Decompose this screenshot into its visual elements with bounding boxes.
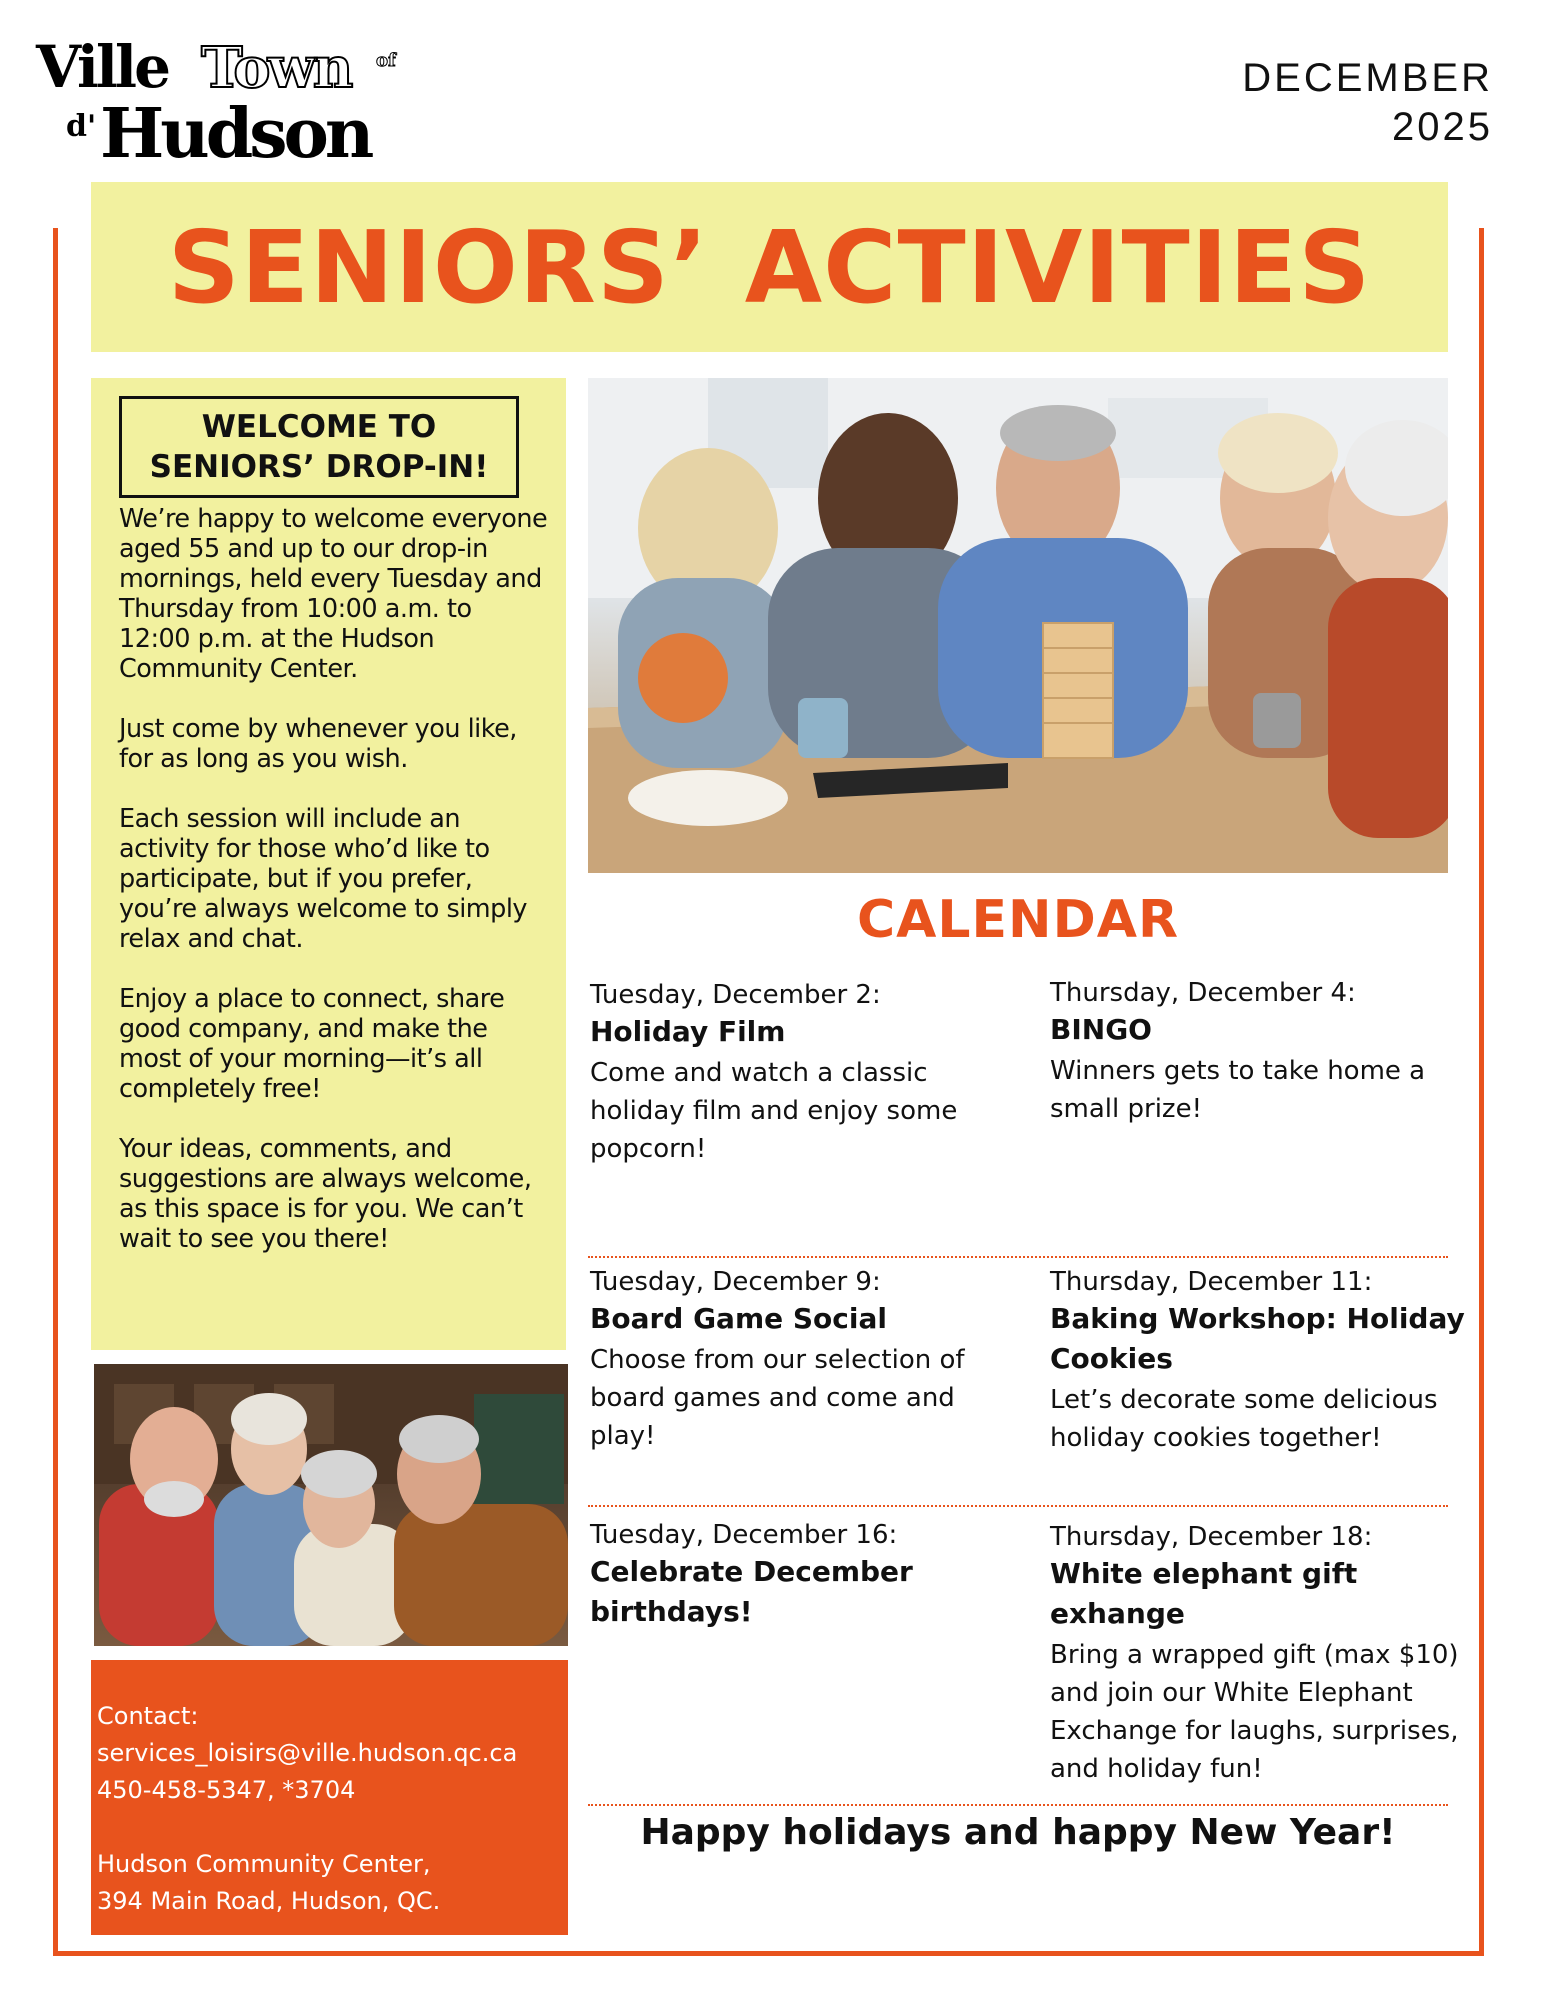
welcome-heading-line2: SENIORS’ DROP-IN! [149,449,489,485]
welcome-paragraph: We’re happy to welcome everyone aged 55 and up to our drop-in mornings, held every Tuesday and Thursday from 10:00 a.m. to 12:00 p.m. at the Hudson Community Center. [119,504,548,684]
calendar-divider [588,1804,1448,1806]
calendar-divider [588,1505,1448,1507]
logo-of: of [376,50,396,71]
event-description: Come and watch a classic holiday film and enjoy some popcorn! [590,1058,958,1164]
event-name: Baking Workshop: Holiday Cookies [1050,1302,1465,1375]
event-day: Thursday, December 4: [1050,978,1356,1008]
calendar-event [590,978,1000,1168]
seniors-group-illustration [94,1364,568,1646]
logo-town: Town [201,35,351,101]
calendar-divider [588,1256,1448,1258]
event-name: Holiday Film [590,1015,786,1048]
town-logo [36,33,406,174]
event-day: Thursday, December 11: [1050,1267,1373,1297]
logo-hudson: Hudson [100,94,371,174]
event-description: Choose from our selection of board games and come and play! [590,1345,965,1451]
contact-email[interactable]: services_loisirs@ville.hudson.qc.ca [97,1739,518,1767]
contact-label: Contact: [97,1702,199,1730]
seniors-game-photo [588,378,1448,873]
event-name: Board Game Social [590,1302,887,1335]
contact-place: Hudson Community Center, [97,1850,431,1878]
welcome-heading [119,396,519,498]
event-day: Thursday, December 18: [1050,1522,1373,1552]
event-description: Winners gets to take home a small prize! [1050,1056,1426,1124]
calendar-title: CALENDAR [856,890,1180,950]
issue-date [1242,54,1493,152]
issue-year: 2025 [1392,105,1493,149]
contact-panel [91,1660,568,1935]
welcome-paragraph: Just come by whenever you like, for as long as you wish. [119,714,517,774]
welcome-text [119,504,549,1284]
page-title: SENIORS’ ACTIVITIES [167,208,1372,326]
issue-month: DECEMBER [1242,56,1493,100]
seniors-game-illustration [588,378,1448,873]
welcome-paragraph: Enjoy a place to connect, share good company, and make the most of your morning—it’s all completely free! [119,984,505,1104]
calendar-event [1050,1265,1490,1457]
calendar-event [1050,976,1460,1128]
logo-ville: Ville [36,33,168,101]
event-day: Tuesday, December 2: [590,980,881,1010]
calendar-event [590,1265,1000,1455]
event-description: Let’s decorate some delicious holiday cookies together! [1050,1385,1438,1453]
event-description: Bring a wrapped gift (max $10) and join our White Elephant Exchange for laughs, surprises, and holiday fun! [1050,1640,1459,1784]
welcome-heading-line1: WELCOME TO [201,409,437,445]
welcome-paragraph: Each session will include an activity for those who’d like to participate, but if you prefer, you’re always welcome to simply relax and chat. [119,804,528,954]
seniors-group-photo [94,1364,568,1646]
calendar-event [1050,1520,1490,1788]
event-name: White elephant gift exhange [1050,1557,1358,1630]
contact-address: 394 Main Road, Hudson, QC. [97,1887,441,1915]
contact-spacer [97,1809,568,1846]
title-band [91,182,1448,352]
event-name: BINGO [1050,1013,1152,1046]
calendar-event [590,1518,1000,1632]
event-day: Tuesday, December 9: [590,1267,881,1297]
welcome-paragraph: Your ideas, comments, and suggestions are always welcome, as this space is for you. We can’t wait to see you there! [119,1134,532,1254]
event-name: Celebrate December birthdays! [590,1555,913,1628]
logo-d: d' [66,109,97,144]
welcome-panel [91,378,566,1350]
contact-phone[interactable]: 450-458-5347, *3704 [97,1776,356,1804]
holiday-message: Happy holidays and happy New Year! [640,1812,1396,1853]
event-day: Tuesday, December 16: [590,1520,898,1550]
